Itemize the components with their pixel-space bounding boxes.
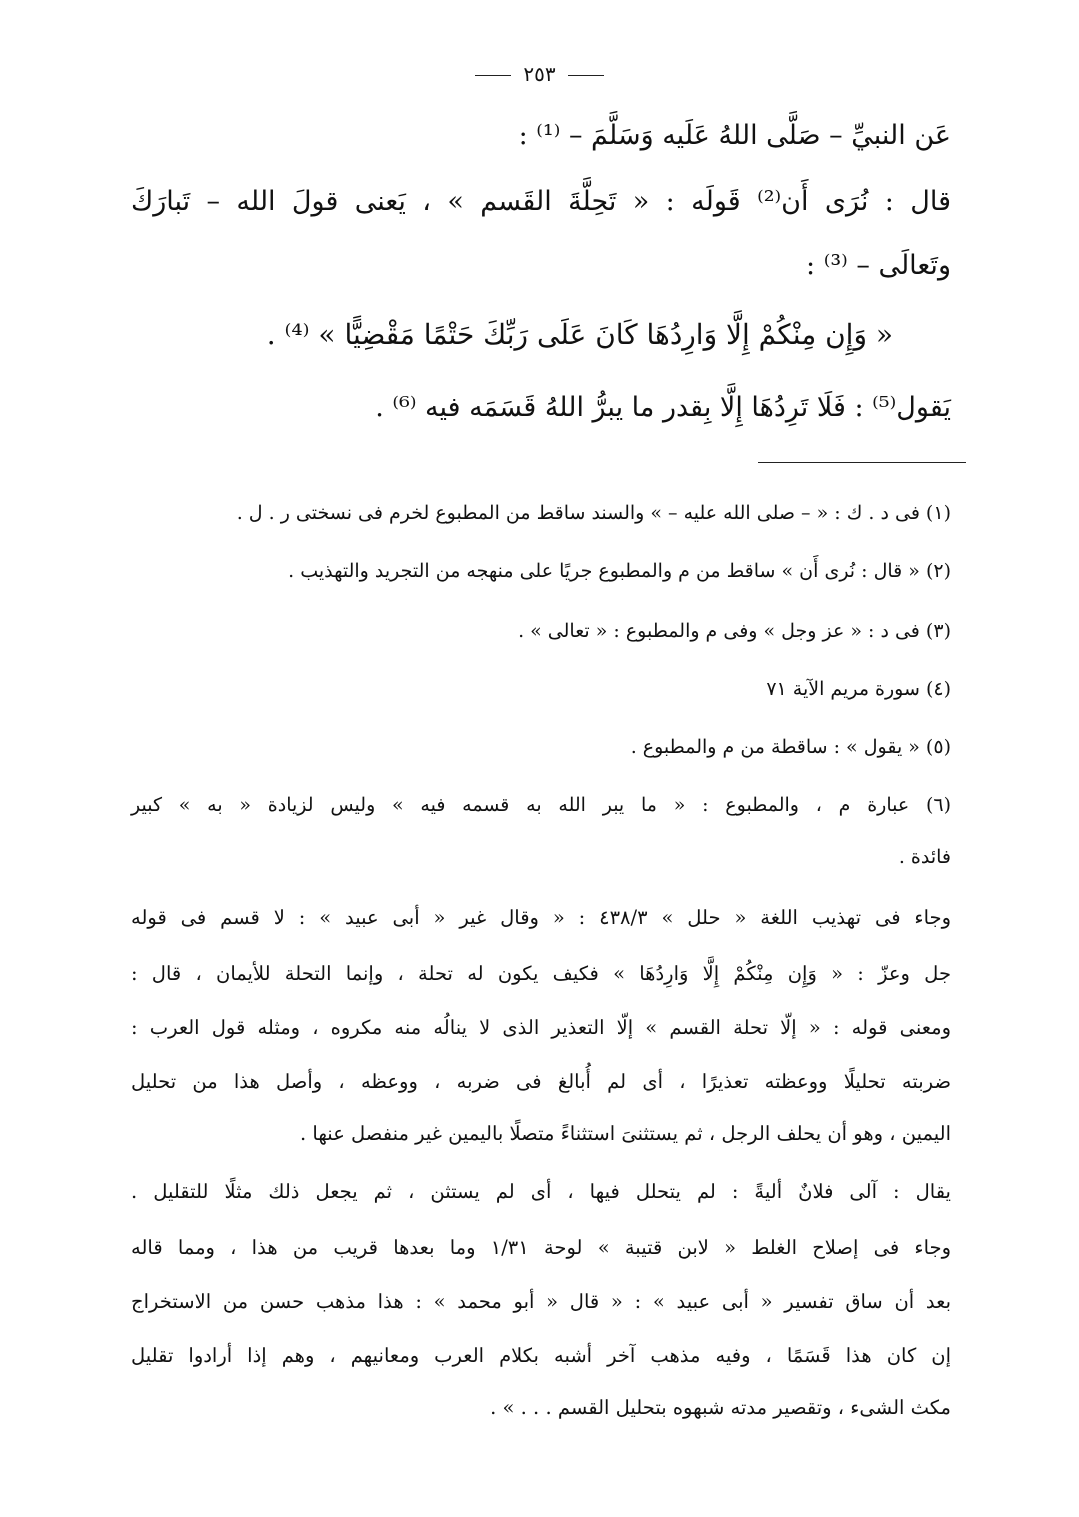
commentary-line-7: وجاء فى إصلاح الغلط « لابن قتيبة » لوحة ١/٣١ وما بعدها قريب من هذا ، ومما قاله [131, 1236, 951, 1259]
commentary-line-8: بعد أن ساق تفسير « أبى عبيد » : « قال « أبو محمد » : هذا مذهب حسن من الاستخراج [131, 1290, 951, 1313]
footnote-3: (٣) فى د : « عز وجل » وفى م والمطبوع : « تعالى » . [518, 620, 951, 642]
footnote-6: (٦) عبارة م ، والمطبوع : « ما يبر الله به قسمه فيه » وليس لزيادة « به » كبير [131, 794, 951, 816]
header-dash-right [568, 75, 604, 76]
quran-verse: « وَإِن مِنْكُمْ إِلَّا وَارِدُهَا كَانَ عَلَى رَبِّكَ حَتْمًا مَقْضِيًّا » ⁽⁴⁾ . [266, 318, 893, 351]
main-line-5: يَقول⁽⁵⁾ : فَلَا تَرِدُهَا إِلَّا بِقدر ما يبرُّ اللهُ قَسَمَه فيه ⁽⁶⁾ . [375, 392, 951, 423]
footnote-1: (١) فى د . ك : « – صلى الله عليه – » والسند ساقط من المطبوع لخرم فى نسختى ر . ل . [236, 502, 951, 524]
main-line-2: قال : نُرَى أَن⁽²⁾ قَولَه : « تَحِلَّةَ القَسم » ، يَعنى قولَ الله – تَبارَكَ [131, 186, 951, 217]
commentary-line-5: اليمين ، وهو أن يحلف الرجل ، ثم يستثنىَ استثناءً متصلًا باليمين غير منفصل عنها . [299, 1122, 951, 1145]
commentary-line-4: ضربته تحليلًا ووعظته تعذيرًا ، أى لم أُبالغ فى ضربه ، ووعظه ، وأصل هذا من تحليل [131, 1070, 951, 1093]
footnote-separator [758, 462, 966, 463]
commentary-line-3: ومعنى قوله : « إلّا تحلة القسم » إلّا التعذير الذى لا ينالُه منه مكروه ، ومثله قول العرب : [131, 1016, 951, 1039]
header-dash-left [475, 75, 511, 76]
main-line-3: وتَعالَى – ⁽³⁾ : [806, 250, 951, 281]
footnote-4: (٤) سورة مريم الآية ٧١ [766, 678, 951, 700]
page-header [0, 62, 1079, 86]
footnote-6-continued: فائدة . [898, 846, 951, 868]
commentary-line-6: يقال : آلى فلانٌ أليةً : لم يتحلل فيها ، أى لم يستثن ، ثم يجعل ذلك مثلًا للتقليل . [131, 1180, 951, 1203]
commentary-line-10: مكث الشىء ، وتقصير مدته شبهوه بتحليل القسم . . . » . [490, 1396, 951, 1419]
commentary-line-9: إن كان هذا قَسَمًا ، وفيه مذهب آخر أشبه بكلام العرب ومعانيهم ، وهم إذا أرادوا تقليل [131, 1344, 951, 1367]
commentary-line-2: جل وعزّ : « وَإِن مِنْكُمْ إِلَّا وَارِدُهَا » فكيف يكون له تحلة ، وإنما التحلة للأيمان ، قال : [131, 962, 951, 985]
page-number: ٢٥٣ [523, 62, 556, 86]
footnote-2: (٢) « قال : نُرى أَن » ساقط من م والمطبوع جريًا على منهجه من التجريد والتهذيب . [288, 560, 951, 582]
footnote-5: (٥) « يقول » : ساقطة من م والمطبوع . [630, 736, 951, 758]
main-line-1: عَن النبيِّ – صَلَّى اللهُ عَلَيه وَسَلَّمَ – ⁽¹⁾ : [518, 120, 951, 151]
commentary-line-1: وجاء فى تهذيب اللغة « حلل » ٤٣٨/٣ : « وقال غير « أبى عبيد » : لا قسم فى قوله [131, 906, 951, 929]
